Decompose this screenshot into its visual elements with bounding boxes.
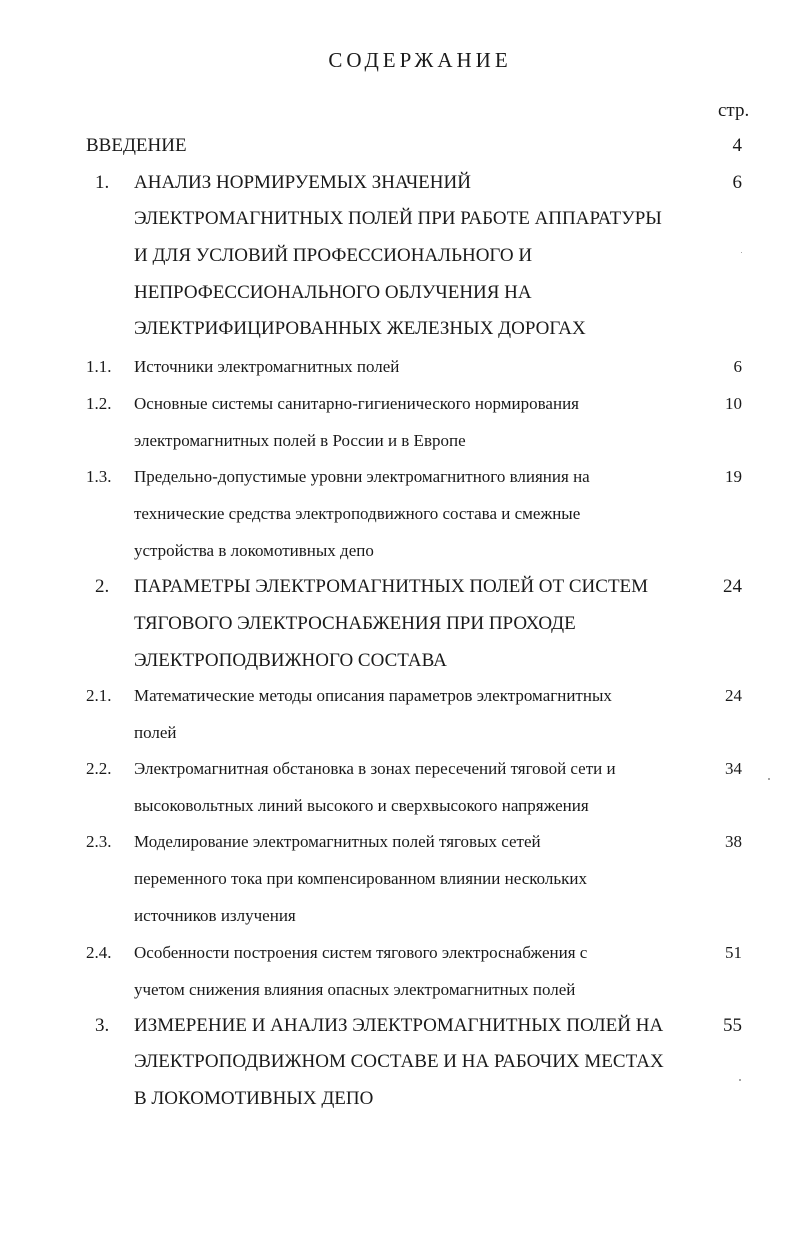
toc-page-number: 4	[732, 135, 742, 156]
toc-entry-number: 1.1.	[86, 357, 112, 376]
toc-entry-number: 3.	[95, 1015, 110, 1036]
toc-entry-line: Электромагнитная обстановка в зонах пересечений тяговой сети и	[134, 759, 616, 778]
toc-entry-number: 2.3.	[86, 832, 112, 851]
toc-entry-line: устройства в локомотивных депо	[134, 541, 374, 560]
toc-page-number: 34	[725, 759, 742, 778]
toc-entry-line: Основные системы санитарно-гигиенического нормирования	[134, 394, 579, 413]
toc-entry-line: технические средства электроподвижного состава и смежные	[134, 504, 581, 523]
scan-speck	[739, 1079, 741, 1081]
pages-column-header: стр.	[718, 100, 750, 121]
toc-page-number: 55	[723, 1015, 742, 1036]
toc-entry-line: И ДЛЯ УСЛОВИЙ ПРОФЕССИОНАЛЬНОГО И	[134, 245, 533, 266]
toc-entry-line: полей	[134, 723, 177, 742]
toc-entry-line: электромагнитных полей в России и в Европе	[134, 431, 466, 450]
toc-page-number: 24	[725, 686, 742, 705]
toc-entry-line: ПАРАМЕТРЫ ЭЛЕКТРОМАГНИТНЫХ ПОЛЕЙ ОТ СИСТЕМ	[134, 576, 649, 597]
toc-entry-line: учетом снижения влияния опасных электромагнитных полей	[134, 980, 576, 999]
toc-entry-line: ЭЛЕКТРОПОДВИЖНОМ СОСТАВЕ И НА РАБОЧИХ МЕСТАХ	[134, 1051, 664, 1072]
toc-entry-line: ЭЛЕКТРОПОДВИЖНОГО СОСТАВА	[134, 650, 447, 671]
toc-entry-number: 2.	[95, 576, 110, 597]
toc-page-number: 38	[725, 832, 742, 851]
toc-entry-label: ВВЕДЕНИЕ	[86, 135, 187, 156]
toc-entry-line: Предельно-допустимые уровни электромагнитного влияния на	[134, 467, 590, 486]
toc-entry-line: В ЛОКОМОТИВНЫХ ДЕПО	[134, 1088, 374, 1109]
toc-page-number: 6	[733, 357, 742, 376]
scan-speck	[768, 778, 770, 780]
toc-entry-line: Источники электромагнитных полей	[134, 357, 400, 376]
toc-entry-number: 2.2.	[86, 759, 112, 778]
toc-page-number: 24	[723, 576, 742, 597]
toc-entry-line: ЭЛЕКТРОМАГНИТНЫХ ПОЛЕЙ ПРИ РАБОТЕ АППАРАТУРЫ	[134, 208, 662, 229]
toc-entry-line: Особенности построения систем тягового электроснабжения с	[134, 943, 588, 962]
toc-page-number: 6	[732, 172, 742, 193]
toc-entry-line: источников излучения	[134, 906, 296, 925]
toc-entry-line: АНАЛИЗ НОРМИРУЕМЫХ ЗНАЧЕНИЙ	[134, 172, 471, 193]
toc-entry-line: Математические методы описания параметров электромагнитных	[134, 686, 612, 705]
toc-page-number: 51	[725, 943, 742, 962]
toc-entry-line: ИЗМЕРЕНИЕ И АНАЛИЗ ЭЛЕКТРОМАГНИТНЫХ ПОЛЕЙ НА	[134, 1015, 664, 1036]
toc-entry-line: Моделирование электромагнитных полей тяговых сетей	[134, 832, 541, 851]
toc-page-number: 19	[725, 467, 742, 486]
toc-page-number: 10	[725, 394, 742, 413]
toc-entry-number: 1.2.	[86, 394, 112, 413]
toc-entry-line: НЕПРОФЕССИОНАЛЬНОГО ОБЛУЧЕНИЯ НА	[134, 282, 532, 303]
scan-speck	[741, 252, 742, 253]
toc-entry-line: ЭЛЕКТРИФИЦИРОВАННЫХ ЖЕЛЕЗНЫХ ДОРОГАХ	[134, 318, 586, 339]
toc-entry-number: 1.	[95, 172, 110, 193]
toc-entry-line: переменного тока при компенсированном влиянии нескольких	[134, 869, 587, 888]
toc-entry-number: 2.1.	[86, 686, 112, 705]
toc-entry-number: 1.3.	[86, 467, 112, 486]
page-title: СОДЕРЖАНИЕ	[328, 48, 512, 72]
toc-entry-line: высоковольтных линий высокого и сверхвысокого напряжения	[134, 796, 589, 815]
toc-entry-line: ТЯГОВОГО ЭЛЕКТРОСНАБЖЕНИЯ ПРИ ПРОХОДЕ	[134, 613, 576, 634]
toc-entry-number: 2.4.	[86, 943, 112, 962]
